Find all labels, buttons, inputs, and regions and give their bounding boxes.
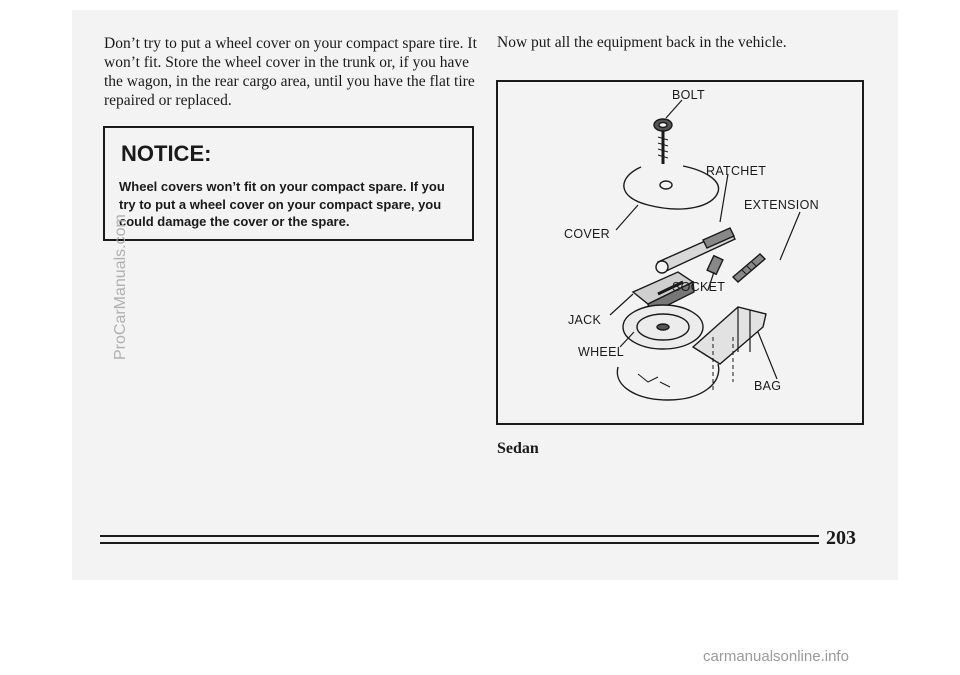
label-cover: COVER xyxy=(564,227,610,241)
label-jack: JACK xyxy=(568,313,602,327)
label-extension: EXTENSION xyxy=(744,198,819,212)
bag-drawing xyxy=(693,307,766,364)
socket-drawing xyxy=(707,256,723,275)
page-number: 203 xyxy=(826,527,856,549)
footer-rule-top xyxy=(100,535,819,537)
equipment-illustration xyxy=(498,82,862,423)
spare-tire-equipment-diagram xyxy=(496,80,864,425)
intro-paragraph: Don’t try to put a wheel cover on your compact spare tire. It won’t fit. Store the wheel cover in the trunk or, if you have the wagon, in the rear cargo area, until you have the flat tire repaired or replaced. xyxy=(104,35,477,109)
footer-watermark-link[interactable]: carmanualsonline.info xyxy=(703,648,849,665)
equipment-instruction: Now put all the equipment back in the vehicle. xyxy=(497,34,787,51)
label-ratchet: RATCHET xyxy=(706,164,767,178)
footer-rule-bottom xyxy=(100,542,819,544)
label-socket: SOCKET xyxy=(672,280,726,294)
ratchet-drawing xyxy=(656,228,735,273)
side-watermark: ProCarManuals.com xyxy=(112,214,129,360)
notice-title: NOTICE: xyxy=(121,141,212,166)
notice-body: Wheel covers won’t fit on your compact spare. If you try to put a wheel cover on your compact spare, you could damage the cover or the spare. xyxy=(119,179,445,229)
label-bag: BAG xyxy=(754,379,782,393)
spare-well-drawing xyxy=(617,364,718,400)
figure-caption: Sedan xyxy=(497,440,539,457)
wheel-drawing xyxy=(623,305,703,349)
bolt-drawing xyxy=(654,119,672,164)
extension-drawing xyxy=(733,254,765,282)
notice-box xyxy=(103,126,474,241)
label-bolt: BOLT xyxy=(672,88,705,102)
label-wheel: WHEEL xyxy=(578,345,624,359)
